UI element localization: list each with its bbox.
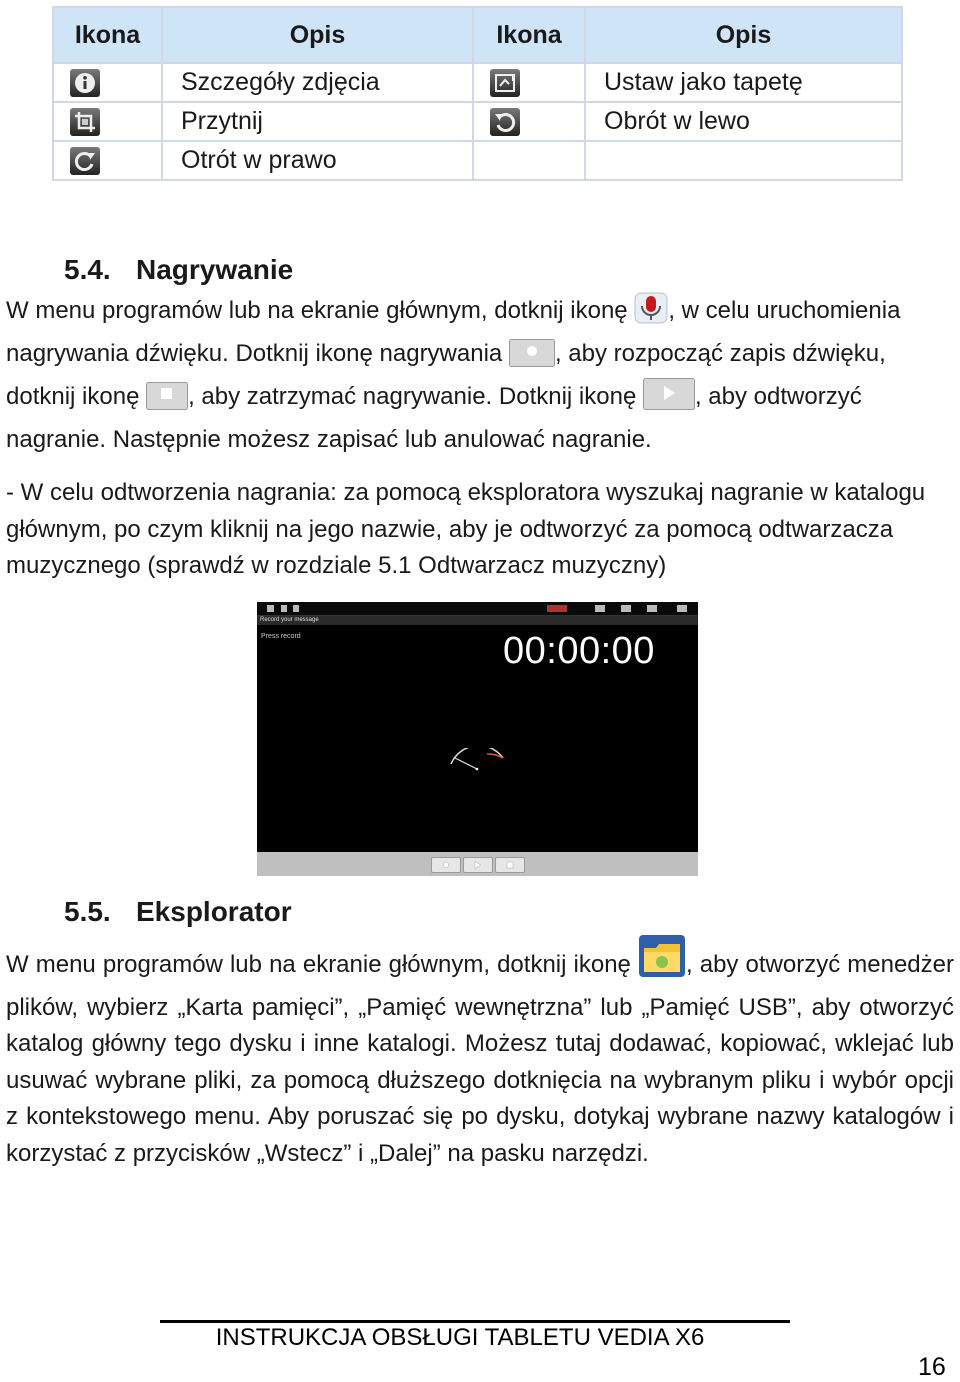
explorer-paragraph [6,934,954,1173]
paragraph-text: W menu programów lub na ekranie głównym, dotknij ikonę [6,297,635,324]
screen-title: Record your message [260,617,319,623]
volume-down-icon [595,605,605,612]
playback-paragraph: - W celu odtworzenia nagrania: za pomocą eksploratora wyszukaj nagranie w katalogu głównym, po czym kliknij na jego nazwie, aby je odtworzyć za pomocą odtwarzacza muzycznego (sprawdź w rozdziale 5.1 Odtwarzacz muzyczny) [6,479,926,580]
menu-icon [677,605,687,612]
rotate-right-icon [70,147,100,175]
status-bar [257,602,698,616]
column-header: Ikona [53,7,162,63]
notification-icon [281,605,287,612]
usb-icon [293,605,299,612]
set-wallpaper-icon [490,69,520,97]
record-button-icon [509,339,555,379]
paragraph-text: W menu programów lub na ekranie głównym, dotknij ikonę [6,951,638,978]
paragraph-text: , aby zatrzymać nagrywanie. Dotknij ikonę [188,383,643,411]
stop-button-icon [146,382,188,422]
volume-up-icon [621,605,631,612]
paragraph-text: , aby rozpocząć zapis dźwięku, dotknij ikonę [6,339,886,411]
section-number: 5.4. [64,254,111,285]
file-manager-icon [638,934,686,990]
table-cell: Szczegóły zdjęcia [162,63,473,102]
play-button-icon [643,378,695,422]
recorder-screenshot [257,602,698,876]
paragraph-text: , aby otworzyć menedżer plików, wybierz „Karta pamięci”, „Pamięć wewnętrzna” lub „Pamięć USB”, aby otworzyć katalog główny tego dysku i inne katalogi. Możesz tutaj dodawać, kopiować, wklejać lub usuwać wybrane pliki, za pomocą dłuższego dotknięcia na wybranym pliku i wybór opcji z kontekstowego menu. Aby poruszać się po dysku, dotykaj wybrane nazwy katalogów i korzystać z przycisków „Wstecz” i „Dalej” na pasku narzędzi. [6,951,954,1167]
play-button[interactable] [463,857,493,873]
status-text: Press record [261,633,301,640]
table-row [53,141,902,180]
table-cell [585,141,902,180]
paragraph-text: , aby odtworzyć nagranie. Następnie możesz zapisać lub anulować nagranie. [6,383,862,453]
section-heading-explorer [64,896,292,928]
section-title: Eksplorator [136,896,292,927]
section-number: 5.5. [64,896,111,927]
footer-title: INSTRUKCJA OBSŁUGI TABLETU VEDIA X6 [215,1324,705,1351]
info-icon [70,69,100,97]
table-cell: Obrót w lewo [585,102,902,141]
rotate-left-icon [490,108,520,136]
title-bar [257,616,698,625]
table-header-row [53,7,902,63]
section-title: Nagrywanie [136,254,294,285]
footer-divider [160,1320,790,1323]
home-icon [267,605,274,612]
level-meter [447,748,507,774]
record-button[interactable] [431,857,461,873]
icon-description-table [52,6,903,181]
table-cell: Otrót w prawo [162,141,473,180]
stop-button[interactable] [495,857,525,873]
column-header: Ikona [473,7,585,63]
section-heading-recording [64,254,293,286]
table-cell: Ustaw jako tapetę [585,63,902,102]
status-icons [547,605,567,612]
page-number: 16 [918,1353,946,1381]
timer-display: 00:00:00 [503,630,655,672]
table-cell: Przytnij [162,102,473,141]
table-row [53,102,902,141]
recorder-app-icon [634,292,668,336]
recording-paragraph [6,292,954,458]
table-row [53,63,902,102]
back-icon [647,605,657,612]
paragraph-text: , w celu uruchomienia nagrywania dźwięku. Dotknij ikonę nagrywania [6,297,901,367]
column-header: Opis [585,7,902,63]
control-bar [257,852,698,876]
column-header: Opis [162,7,473,63]
crop-icon [70,108,100,136]
